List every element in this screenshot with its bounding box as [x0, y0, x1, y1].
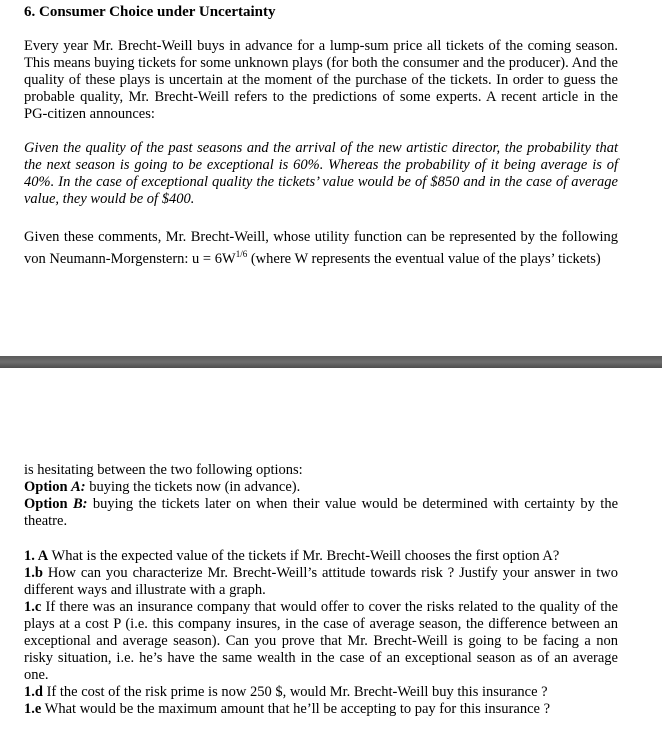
option-a: Option A: buying the tickets now (in advance).	[24, 479, 301, 495]
section-title: 6. Consumer Choice under Uncertainty	[24, 4, 276, 20]
option-b-label: Option B:	[24, 496, 88, 512]
option-b: Option B: buying the tickets later on when their value would be determined with certainty by the theatre.	[24, 496, 618, 529]
question-1b: 1.b How can you characterize Mr. Brecht-Weill’s attitude towards risk ? Justify your answer in two different ways and illustrate with a graph.	[24, 565, 618, 598]
option-a-label: Option A:	[24, 479, 86, 495]
question-1e: 1.e What would be the maximum amount that he’ll be accepting to pay for this insurance ?	[24, 701, 551, 717]
page-divider	[0, 356, 662, 368]
utility-paragraph	[24, 229, 618, 268]
options-block	[24, 462, 618, 530]
questions-block	[24, 548, 618, 718]
question-1d: 1.d If the cost of the risk prime is now 250 $, would Mr. Brecht-Weill buy this insurance ?	[24, 684, 548, 700]
utility-text-after: (where W represents the eventual value of the plays’ tickets)	[247, 251, 601, 267]
question-1c: 1.c If there was an insurance company that would offer to cover the risks related to the quality of the plays at a cost P (i.e. this company insures, in the case of average season, the difference between an exceptional and average season). Can you prove that Mr. Brecht-Weill is going to be facing a non risky situation, i.e. he’s have the same wealth in the case of an exceptional season as of an average one.	[24, 599, 618, 683]
utility-text-before: Given these comments, Mr. Brecht-Weill, whose utility function can be represented by the following von Neumann-Morgenstern: u = 6W	[24, 229, 618, 267]
utility-exponent: 1/6	[235, 249, 248, 259]
intro-paragraph: Every year Mr. Brecht-Weill buys in advance for a lump-sum price all tickets of the coming season. This means buying tickets for some unknown plays (for both the consumer and the producer). And the quality of these plays is uncertain at the moment of the purchase of the tickets. In order to guess the probable quality, Mr. Brecht-Weill refers to the predictions of some experts. A recent article in the PG-citizen announces:	[24, 38, 618, 122]
page-top	[0, 0, 662, 356]
question-1a: 1. A What is the expected value of the tickets if Mr. Brecht-Weill chooses the first option A?	[24, 548, 560, 564]
expert-quote: Given the quality of the past seasons and the arrival of the new artistic director, the probability that the next season is going to be exceptional is 60%. Whereas the probability of it being average is of 40%. In the case of exceptional quality the tickets’ value would be of $850 and in the case of average value, they would be of $400.	[24, 140, 618, 207]
hesitate-line: is hesitating between the two following options:	[24, 462, 303, 478]
